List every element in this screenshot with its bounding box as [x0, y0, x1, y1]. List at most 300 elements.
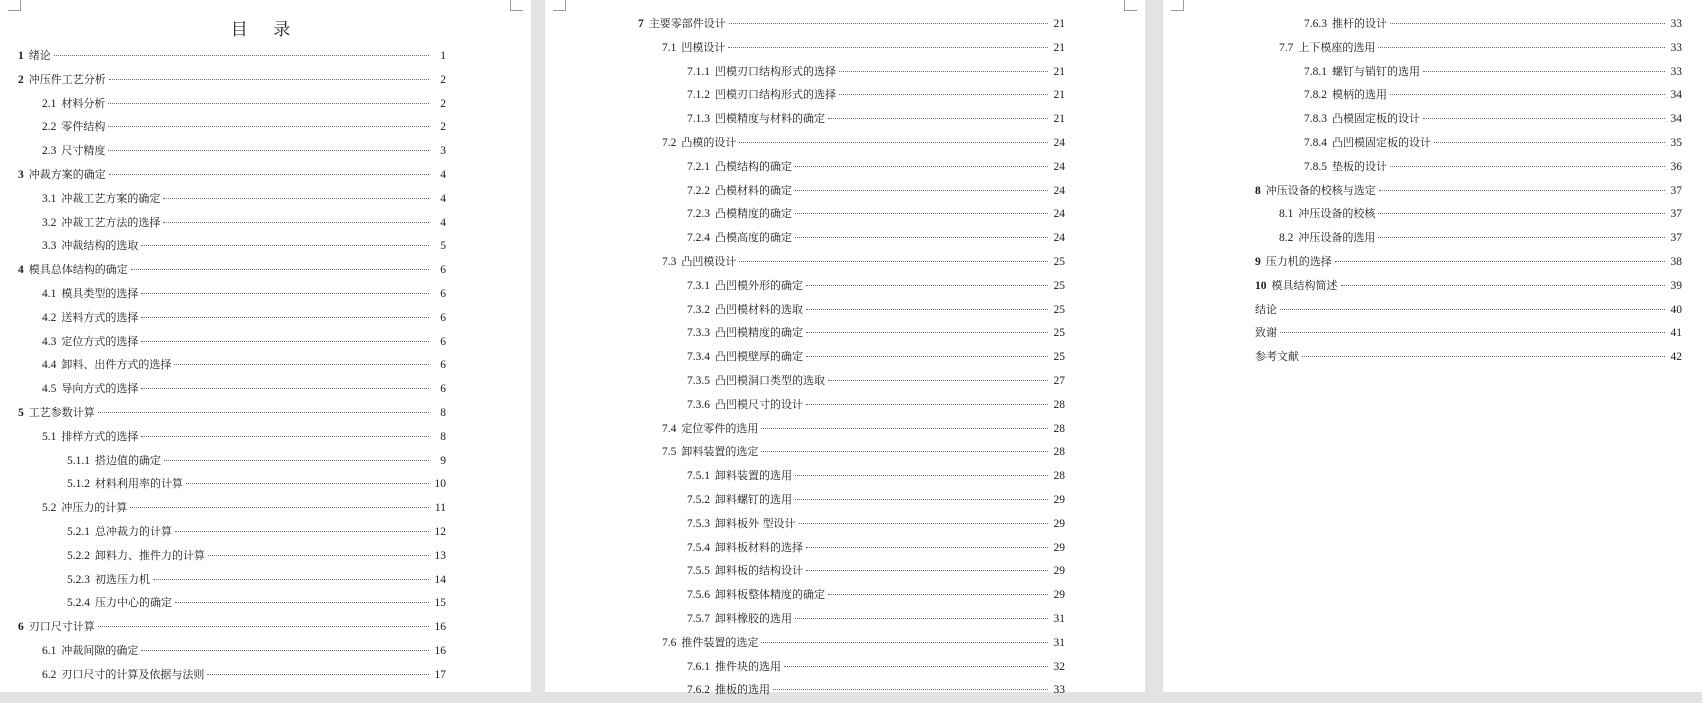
toc-entry[interactable]: [1255, 83, 1682, 107]
toc-entry[interactable]: [18, 663, 446, 687]
toc-entry-label: 卸料板外 型设计: [715, 516, 796, 530]
toc-dot-leader: [795, 499, 1048, 500]
toc-entry-page-number: 14: [434, 573, 446, 586]
toc-dot-leader: [164, 460, 429, 461]
toc-entry[interactable]: [1255, 155, 1682, 179]
toc-entry-page-number: 37: [1670, 184, 1682, 197]
toc-entry-page-number: 16: [434, 644, 446, 657]
toc-dot-leader: [806, 285, 1048, 286]
toc-dot-leader: [828, 118, 1048, 119]
toc-entry-number: 7.6: [662, 636, 677, 649]
toc-dot-leader: [109, 174, 429, 175]
toc-dot-leader: [141, 650, 429, 651]
toc-entry-label: 凹模刃口结构形式的选择: [715, 88, 836, 102]
toc-entry[interactable]: [18, 234, 446, 258]
toc-dot-leader: [1378, 47, 1665, 48]
toc-entry-label: 尺寸精度: [61, 144, 106, 158]
toc-entry[interactable]: [18, 258, 446, 282]
toc-entry[interactable]: [18, 163, 446, 187]
toc-entry-page-number: 29: [1053, 517, 1065, 530]
toc-dot-leader: [839, 94, 1048, 95]
toc-entry-number: 7.6.1: [687, 660, 710, 673]
toc-entry-label: 凸模材料的确定: [715, 183, 792, 197]
toc-entry-label: 垫板的设计: [1332, 159, 1387, 173]
toc-entry[interactable]: [18, 353, 446, 377]
toc-entry[interactable]: [18, 282, 446, 306]
toc-entry[interactable]: [638, 226, 1065, 250]
toc-entry-page-number: 21: [1053, 41, 1065, 54]
toc-entry[interactable]: [1255, 321, 1682, 345]
toc-list: [1255, 12, 1682, 369]
toc-dot-leader: [1390, 166, 1665, 167]
toc-entry-page-number: 6: [440, 383, 446, 396]
toc-entry[interactable]: [18, 496, 446, 520]
toc-title: 目 录: [230, 20, 301, 40]
toc-entry-number: 5.2: [42, 502, 57, 515]
toc-dot-leader: [729, 23, 1048, 24]
toc-entry-page-number: 28: [1053, 446, 1065, 459]
toc-dot-leader: [828, 380, 1048, 381]
toc-entry-number: 4.5: [42, 383, 57, 396]
toc-dot-leader: [806, 404, 1048, 405]
toc-entry-label: 凸凹模洞口类型的选取: [715, 373, 825, 387]
toc-entry-number: 7.4: [662, 422, 677, 435]
toc-entry-label: 压力中心的确定: [95, 596, 172, 610]
toc-entry-number: 4: [18, 264, 24, 277]
toc-dot-leader: [141, 317, 429, 318]
toc-entry-label: 工艺参数计算: [28, 405, 95, 419]
toc-entry-page-number: 28: [1053, 470, 1065, 483]
toc-entry[interactable]: [1255, 202, 1682, 226]
toc-dot-leader: [806, 570, 1048, 571]
toc-entry-number: 7.3.4: [687, 351, 710, 364]
toc-entry-page-number: 11: [434, 502, 446, 515]
toc-entry[interactable]: [638, 536, 1065, 560]
toc-entry-page-number: 33: [1670, 41, 1682, 54]
toc-entry[interactable]: [18, 44, 446, 68]
toc-entry-label: 上下模座的选用: [1298, 40, 1376, 54]
toc-entry-number: 2.2: [42, 121, 57, 134]
toc-dot-leader: [153, 579, 429, 580]
crop-mark: [1124, 0, 1137, 11]
toc-dot-leader: [108, 103, 429, 104]
toc-entry[interactable]: [18, 520, 446, 544]
toc-entry-page-number: 35: [1670, 136, 1682, 149]
toc-entry-label: 凸模的设计: [681, 135, 737, 149]
toc-entry[interactable]: [638, 202, 1065, 226]
toc-entry-page-number: 41: [1670, 327, 1682, 340]
toc-entry-label: 凹模刃口结构形式的选择: [715, 64, 836, 78]
toc-entry-page-number: 4: [440, 168, 446, 181]
toc-entry-number: 6.2: [42, 668, 57, 681]
toc-dot-leader: [806, 332, 1048, 333]
toc-entry[interactable]: [18, 544, 446, 568]
toc-dot-leader: [141, 388, 429, 389]
toc-entry[interactable]: [1255, 274, 1682, 298]
toc-entry-label: 凸凹模设计: [681, 254, 737, 268]
toc-entry-label: 材料利用率的计算: [95, 477, 183, 491]
toc-entry-number: 7.6.3: [1304, 18, 1327, 30]
toc-entry[interactable]: [18, 139, 446, 163]
toc-entry-label: 卸料装置的选定: [681, 445, 759, 459]
toc-entry-page-number: 24: [1053, 208, 1065, 221]
toc-entry-number: 4.4: [42, 359, 57, 372]
toc-dot-leader: [806, 547, 1048, 548]
toc-entry-label: 模具结构简述: [1271, 278, 1338, 292]
toc-entry[interactable]: [638, 250, 1065, 274]
toc-entry-page-number: 37: [1670, 232, 1682, 245]
toc-entry-number: 7.5.5: [687, 565, 710, 578]
toc-entry-number: 7.1.2: [687, 89, 710, 102]
toc-entry[interactable]: [18, 568, 446, 592]
toc-entry-page-number: 5: [440, 240, 446, 253]
toc-entry[interactable]: [18, 377, 446, 401]
toc-dot-leader: [784, 666, 1048, 667]
toc-entry-number: 7.1: [662, 41, 677, 54]
crop-mark: [553, 0, 566, 11]
toc-entry[interactable]: [18, 401, 446, 425]
toc-entry-label: 卸料橡胶的选用: [715, 611, 792, 625]
toc-entry[interactable]: [1255, 345, 1682, 369]
toc-entry[interactable]: [1255, 179, 1682, 203]
toc-entry-page-number: 33: [1670, 18, 1682, 30]
toc-entry-number: 10: [1255, 279, 1267, 292]
toc-entry-label: 凸模固定板的设计: [1332, 112, 1420, 126]
toc-entry-number: 5.1.1: [67, 454, 90, 467]
toc-entry-page-number: 31: [1053, 612, 1065, 625]
toc-entry-number: 5.2.1: [67, 525, 90, 538]
toc-entry-page-number: 10: [434, 478, 446, 491]
toc-entry-label: 凹模精度与材料的确定: [715, 112, 825, 126]
toc-entry-page-number: 21: [1053, 65, 1065, 78]
toc-entry-label: 凸凹模壁厚的确定: [715, 350, 803, 364]
toc-entry-page-number: 6: [440, 359, 446, 372]
toc-entry-number: 7.8.2: [1304, 89, 1327, 102]
toc-entry[interactable]: [638, 678, 1065, 702]
toc-entry-number: 5.2.4: [67, 597, 90, 610]
toc-list: [638, 12, 1065, 702]
toc-entry-page-number: 37: [1670, 208, 1682, 221]
toc-dot-leader: [141, 293, 429, 294]
toc-entry-number: 9: [1255, 255, 1261, 268]
toc-entry-label: 冲压力的计算: [61, 501, 128, 515]
toc-entry[interactable]: [1255, 131, 1682, 155]
toc-entry-page-number: 25: [1053, 255, 1065, 268]
toc-entry-page-number: 6: [440, 335, 446, 348]
toc-entry-number: 3.2: [42, 216, 57, 229]
toc-entry-page-number: 28: [1053, 398, 1065, 411]
toc-entry[interactable]: [18, 639, 446, 663]
toc-entry-label: 推件装置的选定: [681, 635, 759, 649]
toc-entry[interactable]: [638, 559, 1065, 583]
toc-entry[interactable]: [1255, 12, 1682, 36]
toc-entry-label: 主要零部件设计: [648, 17, 726, 30]
toc-entry-number: 7.2.4: [687, 232, 710, 245]
toc-dot-leader: [795, 166, 1048, 167]
toc-entry[interactable]: [638, 607, 1065, 631]
toc-entry-page-number: 13: [434, 549, 446, 562]
toc-entry-number: 7.3.6: [687, 398, 710, 411]
toc-entry-label: 凸模精度的确定: [715, 207, 792, 221]
toc-entry-page-number: 9: [440, 454, 446, 467]
toc-entry-number: 7.6.2: [687, 684, 710, 697]
toc-entry[interactable]: [1255, 36, 1682, 60]
toc-entry-number: 7.7: [1279, 41, 1294, 54]
toc-dot-leader: [1390, 94, 1665, 95]
toc-dot-leader: [174, 364, 429, 365]
toc-entry-label: 卸料螺钉的选用: [715, 492, 792, 506]
toc-entry[interactable]: [638, 321, 1065, 345]
toc-dot-leader: [795, 190, 1048, 191]
toc-entry[interactable]: [18, 472, 446, 496]
toc-entry-label: 冲压设备的选用: [1298, 231, 1376, 245]
toc-entry-number: 7.1.3: [687, 113, 710, 126]
toc-entry-page-number: 2: [440, 97, 446, 110]
toc-entry[interactable]: [1255, 226, 1682, 250]
toc-entry-label: 刃口尺寸计算: [28, 620, 95, 634]
toc-entry[interactable]: [18, 306, 446, 330]
toc-entry-label: 凹模设计: [681, 40, 726, 54]
toc-dot-leader: [806, 356, 1048, 357]
toc-entry[interactable]: [638, 155, 1065, 179]
toc-entry-page-number: 31: [1053, 636, 1065, 649]
toc-entry-page-number: 29: [1053, 565, 1065, 578]
toc-entry-number: 7.8.3: [1304, 113, 1327, 126]
toc-entry-number: 3.1: [42, 192, 57, 205]
toc-dot-leader: [186, 483, 429, 484]
toc-entry[interactable]: [18, 591, 446, 615]
toc-dot-leader: [54, 55, 429, 56]
toc-dot-leader: [1379, 190, 1665, 191]
toc-entry[interactable]: [638, 393, 1065, 417]
toc-dot-leader: [795, 475, 1048, 476]
toc-entry-label: 模柄的选用: [1332, 88, 1387, 102]
toc-entry-page-number: 28: [1053, 422, 1065, 435]
toc-entry-page-number: 12: [434, 525, 446, 538]
toc-entry-page-number: 25: [1053, 327, 1065, 340]
toc-entry-number: 8.2: [1279, 232, 1294, 245]
toc-entry[interactable]: [638, 36, 1065, 60]
toc-entry-label: 卸料、出件方式的选择: [61, 358, 172, 372]
toc-entry[interactable]: [18, 449, 446, 473]
toc-entry[interactable]: [638, 440, 1065, 464]
toc-entry[interactable]: [638, 488, 1065, 512]
toc-entry-label: 定位零件的选用: [681, 421, 759, 435]
toc-dot-leader: [141, 436, 429, 437]
toc-entry[interactable]: [638, 583, 1065, 607]
toc-entry-page-number: 16: [434, 621, 446, 634]
toc-entry[interactable]: [638, 131, 1065, 155]
toc-entry[interactable]: [1255, 298, 1682, 322]
toc-entry-number: 4.2: [42, 311, 57, 324]
toc-entry-number: 7.8.5: [1304, 160, 1327, 173]
toc-entry-page-number: 1: [440, 50, 446, 62]
toc-entry[interactable]: [18, 615, 446, 639]
toc-entry[interactable]: [18, 92, 446, 116]
toc-dot-leader: [795, 237, 1048, 238]
toc-entry[interactable]: [638, 369, 1065, 393]
toc-entry-label: 凸凹模外形的确定: [715, 278, 803, 292]
toc-entry-number: 7: [638, 18, 644, 30]
toc-dot-leader: [141, 245, 429, 246]
toc-entry[interactable]: [638, 631, 1065, 655]
toc-entry[interactable]: [18, 330, 446, 354]
toc-dot-leader: [1335, 261, 1665, 262]
toc-entry-number: 7.5.3: [687, 517, 710, 530]
toc-dot-leader: [141, 341, 429, 342]
toc-entry-page-number: 17: [434, 668, 446, 681]
toc-list: [18, 44, 446, 687]
toc-entry-page-number: 24: [1053, 232, 1065, 245]
toc-entry-number: 7.5.2: [687, 493, 710, 506]
toc-entry-page-number: 8: [440, 406, 446, 419]
toc-dot-leader: [98, 626, 429, 627]
toc-entry-number: 7.8.4: [1304, 136, 1327, 149]
toc-dot-leader: [773, 689, 1048, 690]
toc-entry-page-number: 6: [440, 264, 446, 277]
toc-entry-page-number: 24: [1053, 184, 1065, 197]
toc-entry-page-number: 34: [1670, 89, 1682, 102]
toc-entry-number: 7.3.5: [687, 374, 710, 387]
toc-entry[interactable]: [638, 274, 1065, 298]
toc-entry-label: 绪论: [28, 49, 51, 62]
toc-entry-label: 总冲裁力的计算: [95, 524, 172, 538]
toc-entry-page-number: 24: [1053, 160, 1065, 173]
toc-dot-leader: [1280, 332, 1665, 333]
toc-entry-number: 7.3.2: [687, 303, 710, 316]
toc-dot-leader: [207, 674, 429, 675]
toc-entry-page-number: 21: [1053, 113, 1065, 126]
toc-entry-label: 推件块的选用: [715, 659, 781, 673]
toc-entry[interactable]: [638, 345, 1065, 369]
toc-entry-number: 6: [18, 621, 24, 634]
toc-entry-page-number: 2: [440, 121, 446, 134]
toc-entry-number: 7.2.2: [687, 184, 710, 197]
toc-entry[interactable]: [1255, 60, 1682, 84]
toc-dot-leader: [108, 150, 429, 151]
toc-entry-page-number: 29: [1053, 541, 1065, 554]
toc-entry-label: 搭边值的确定: [95, 453, 161, 467]
toc-entry[interactable]: [638, 179, 1065, 203]
toc-dot-leader: [839, 71, 1048, 72]
toc-entry-page-number: 21: [1053, 89, 1065, 102]
toc-dot-leader: [98, 412, 429, 413]
toc-entry-label: 零件结构: [61, 120, 106, 134]
toc-entry[interactable]: [638, 417, 1065, 441]
toc-entry-page-number: 40: [1670, 303, 1682, 316]
toc-entry-page-number: 4: [440, 216, 446, 229]
toc-entry[interactable]: [18, 115, 446, 139]
toc-entry[interactable]: [638, 655, 1065, 679]
toc-entry-page-number: 42: [1670, 351, 1682, 364]
toc-dot-leader: [1341, 285, 1666, 286]
toc-entry-page-number: 36: [1670, 160, 1682, 173]
toc-entry-number: 3.3: [42, 240, 57, 253]
toc-entry-label: 结论: [1255, 302, 1277, 316]
toc-dot-leader: [175, 531, 429, 532]
toc-entry[interactable]: [18, 211, 446, 235]
toc-dot-leader: [163, 222, 429, 223]
toc-entry-label: 冲压件工艺分析: [28, 72, 106, 86]
toc-entry[interactable]: [18, 425, 446, 449]
toc-entry[interactable]: [18, 68, 446, 92]
toc-entry-label: 冲压设备的校核: [1298, 207, 1376, 221]
toc-entry-number: 7.5.4: [687, 541, 710, 554]
crop-mark: [8, 0, 21, 11]
toc-entry-number: 5: [18, 406, 24, 419]
toc-entry-number: 7.8.1: [1304, 65, 1327, 78]
toc-entry-number: 7.5.7: [687, 612, 710, 625]
toc-dot-leader: [163, 198, 429, 199]
toc-entry-page-number: 39: [1670, 279, 1682, 292]
toc-entry[interactable]: [638, 83, 1065, 107]
toc-entry-number: 5.1.2: [67, 478, 90, 491]
toc-entry-label: 冲裁结构的选取: [61, 239, 139, 253]
toc-entry-page-number: 33: [1053, 684, 1065, 697]
toc-page-1: [0, 0, 531, 692]
toc-entry-number: 5.2.3: [67, 573, 90, 586]
toc-entry-label: 卸料板的结构设计: [715, 564, 803, 578]
toc-entry-label: 冲裁工艺方案的确定: [61, 191, 161, 205]
toc-entry[interactable]: [638, 298, 1065, 322]
toc-entry-number: 4.1: [42, 287, 57, 300]
toc-dot-leader: [1280, 309, 1665, 310]
toc-entry[interactable]: [638, 12, 1065, 36]
toc-entry-number: 5.1: [42, 430, 57, 443]
toc-entry-label: 模具总体结构的确定: [28, 263, 128, 277]
toc-entry-label: 推板的选用: [715, 683, 770, 697]
toc-entry-label: 初选压力机: [95, 572, 150, 586]
toc-entry[interactable]: [638, 107, 1065, 131]
toc-entry-label: 冲压设备的校核与选定: [1265, 183, 1376, 197]
toc-dot-leader: [109, 79, 429, 80]
toc-entry-page-number: 21: [1053, 18, 1065, 30]
toc-entry[interactable]: [638, 512, 1065, 536]
toc-entry-label: 卸料装置的选用: [715, 469, 792, 483]
toc-dot-leader: [739, 142, 1048, 143]
toc-entry-label: 凸凹模固定板的设计: [1332, 135, 1431, 149]
toc-entry[interactable]: [1255, 107, 1682, 131]
toc-entry-page-number: 25: [1053, 279, 1065, 292]
toc-entry-number: 2.3: [42, 145, 57, 158]
toc-entry-label: 凸凹模材料的选取: [715, 302, 803, 316]
toc-dot-leader: [799, 523, 1049, 524]
toc-entry-label: 冲裁工艺方法的选择: [61, 215, 161, 229]
toc-entry-number: 4.3: [42, 335, 57, 348]
toc-entry-page-number: 25: [1053, 303, 1065, 316]
toc-entry-label: 排样方式的选择: [61, 429, 139, 443]
toc-entry-page-number: 8: [440, 430, 446, 443]
toc-entry[interactable]: [1255, 250, 1682, 274]
toc-entry[interactable]: [638, 464, 1065, 488]
toc-entry-label: 凸模结构的确定: [715, 159, 792, 173]
toc-dot-leader: [761, 642, 1048, 643]
toc-entry-label: 送料方式的选择: [61, 310, 139, 324]
toc-entry-label: 压力机的选择: [1265, 254, 1332, 268]
toc-dot-leader: [761, 451, 1048, 452]
toc-entry-label: 凸凹模尺寸的设计: [715, 397, 803, 411]
toc-dot-leader: [739, 261, 1048, 262]
toc-entry-number: 7.2: [662, 136, 677, 149]
toc-entry-number: 8: [1255, 184, 1261, 197]
toc-entry[interactable]: [638, 60, 1065, 84]
toc-entry-number: 8.1: [1279, 208, 1294, 221]
toc-entry-page-number: 34: [1670, 113, 1682, 126]
toc-entry-label: 卸料力、推件力的计算: [95, 548, 205, 562]
toc-entry[interactable]: [18, 187, 446, 211]
toc-entry-number: 7.2.3: [687, 208, 710, 221]
toc-dot-leader: [1423, 71, 1665, 72]
